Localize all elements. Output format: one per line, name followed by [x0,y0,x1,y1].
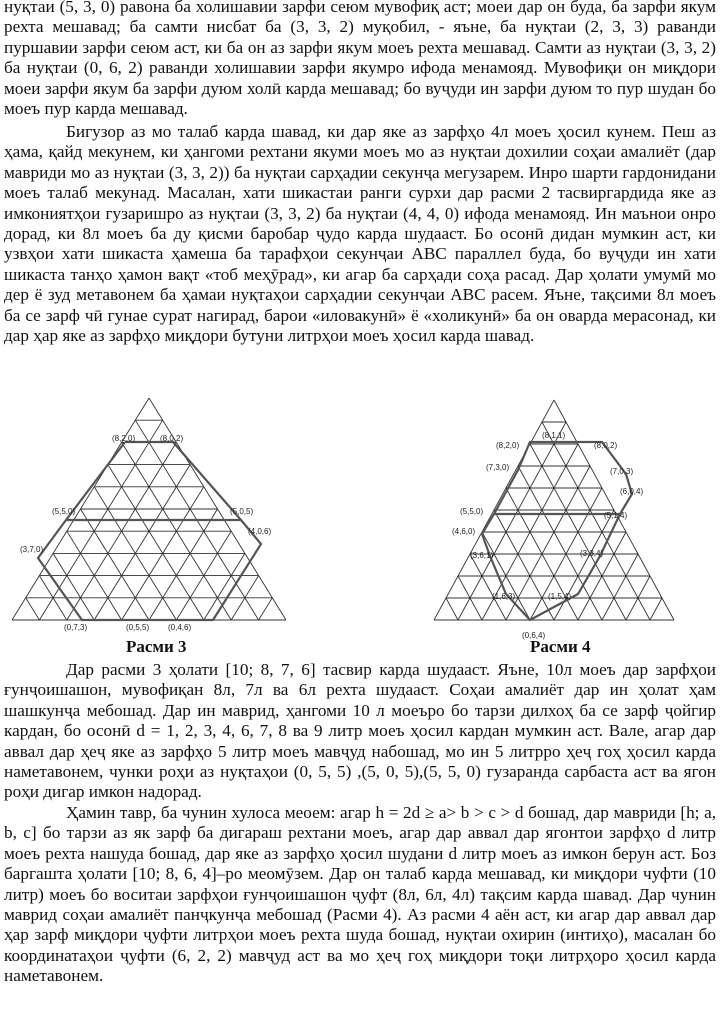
fig4-label: (8,2,0) [496,441,520,450]
figure-3-caption: Расми 3 [126,637,187,656]
figure-4-triangle-grid [430,394,702,644]
fig3-label: (8,2,0) [112,434,136,443]
fig3-label: (0,4,6) [168,623,192,632]
fig4-label: (6,0,4) [620,487,644,496]
fig3-label: (8,0,2) [160,434,184,443]
fig3-label: (0,5,5) [126,623,150,632]
grid-line [149,509,218,620]
paragraph-3: Дар расми 3 ҳолати [10; 8, 7, 6] тасвир карда шудааст. Яъне, 10л моеъ дар зарфҳои ғунҷоишашон, мувофиқан 8л, 7л ва 6л рехта шудааст. Соҳаи амалиёт дар ин ҳолат ҳам шашкунҷа мебошад. Дар ин маврид, ҳангоми 10 л моеъро бо тарзи дилхоҳ ба се зарф ҷойгир кардан, бо осонӣ d = 1, 2, 3, 4, 6, 7, 8 ва 9 литр моеъ ҳосил кардан мумкин аст. Вале, агар дар аввал дар ҳеҷ яке аз зарфҳо 5 литр моеъ мавҷуд набошад, мо ин 5 литрро ҳеҷ гоҳ ҳосил карда наметавонем, чунки роҳи аз нуқтаҳои (0, 5, 5) ,(5, 0, 5),(5, 5, 0) гузаранда сарбаста аст ва ягон роҳи дигар имкон надорад. [4,660,716,802]
grid-line [458,422,566,620]
fig4-label: (1,6,3) [492,592,516,601]
fig4-label: (3,6,1) [470,551,494,560]
figure-3-triangle-grid [8,394,294,634]
grid-line [542,422,650,620]
fig3-label: (5,5,0) [52,507,76,516]
fig4-label: (7,0,3) [610,467,634,476]
grid-line [108,465,204,620]
grid-line [204,553,245,620]
fig4-label: (0,6,4) [522,631,546,640]
fig4-label: (5,5,0) [460,507,484,516]
paragraph-1: нуқтаи (5, 3, 0) равона ба холишавии зарфи сеюм мувофиқ аст; моеи дар он буда, ба зарфи якум рехта мешавад; ба самти нисбат ба (3, 3, 2) муқобил, - яъне, ба нуқтаи (2, 3, 3) раванди пуршавии зарфи сеюм аст, ки ба он аз зарфи якум моеъ рехта мешавад. Самти аз нуқтаи (3, 3, 2) ба нуқтаи (0, 6, 2) раванди холишавии зарфи якумро ифода менамояд. Мувофиқи он миқдори моеи зарфи якум ба зарфи дуюм холӣ карда мешавад; бо вуҷуди ин зарфи дуюм то пур шудан бо моеъ пур карда мешавад. [4,0,716,119]
fig4-label: (4,6,0) [452,527,476,536]
fig3-label: (0,7,3) [64,623,88,632]
fig4-label: (8,0,2) [594,441,618,450]
fig4-label: (8,1,1) [542,431,566,440]
paragraph-4: Ҳамин тавр, ба чунин хулоса меоем: агар h = 2d ≥ a> b > c > d бошад, дар мавриди [h; a, b, c] бо тарзи аз як зарф ба дигараш рехтани моеъ, агар дар аввал дар ягонтои зарфҳо d литр моеъ рехта нашуда бошад, дар яке аз зарфҳо ҳосил шудани d литр моеъ аз имкон берун аст. Боз баргашта ҳолати [10; 8, 6, 4]–ро меомӯзем. Дар он талаб карда мешавад, ки миқдори чуфти (10 литр) моеъ бо воситаи зарфҳои ғунҷоишашон ҷуфт (8л, 6л, 4л) тақсим карда шавад. Дар чунин маврид соҳаи амалиёт панҷкунҷа мебошад (Расми 4). Аз расми 4 аён аст, ки агар дар аввал дар ҳар зарф миқдори ҷуфти литрҳои моеъ рехта шуда бошад, нуқтаи охирин (интиҳо), масалан бо координатаҳои ҷуфти (6, 2, 2) мавҷуд аст ва мо ҳеҷ гоҳ миқдори тоқи литрҳоро ҳосил карда наметавонем. [4,803,716,986]
fig4-label: (3,3,4) [580,549,604,558]
grid-line [554,510,614,620]
grid-line [259,598,273,620]
fig4-label: (1,5,4) [548,592,572,601]
grid-line [81,509,150,620]
fig4-label: (5,1,4) [604,511,628,520]
grid-line [650,598,662,620]
grid-line [470,554,506,620]
grid-line [602,554,638,620]
figure-4-caption: Расми 4 [530,637,591,656]
grid-line [446,598,458,620]
grid-line [26,598,40,620]
fig3-label: (3,7,0) [20,545,44,554]
grid-line [94,465,190,620]
fig3-label: (4,0,6) [248,527,272,536]
fig3-label: (5,0,5) [230,507,254,516]
fig4-label: (7,3,0) [486,463,510,472]
grid-line [494,510,554,620]
paragraph-2: Бигузор аз мо талаб карда шавад, ки дар яке аз зарфҳо 4л моеъ ҳосил кунем. Пеш аз ҳама, қайд мекунем, ки ҳангоми рехтани якуми моеъ мо аз нуқтаи дохилии соҳаи амалиёт (дар мавриди мо аз нуқтаи (3, 3, 2)) ба нуқтаи сарҳадии секунҷа мегузарем. Инро шарти гардонидани моеъ талаб мекунад. Масалан, хати шикастаи ранги сурхи дар расми 2 тасвиргардида яке аз имкониятҳои гузаришро аз нуқтаи (3, 3, 2) ба нуқтаи (4, 4, 0) ифода менамояд. Ин маънои онро дорад, ки 8л моеъ ба ду қисми баробар ҷудо карда шудааст. Бо осонӣ дидан мумкин аст, ки узвҳои хати шикаста ҳамеша ба тарафҳои секунҷаи ABC параллел буда, бо вуҷуди ин хати шикаста танҳо ҳамон вақт «тоб меҳӯрад», ки агар ба сарҳади соҳа расад. Дар ҳолати умумӣ мо дер ё зуд метавонем ба ҳамаи нуқтаҳои сарҳадии секунҷаи ABC расем. Яъне, тақсими 8л моеъ ба се зарф чӣ гунае сурат нагирад, барои «иловакунӣ» ё «холикунӣ» ба он оварда мерасонад, ки дар ҳар яке аз зарфҳо миқдори бутуни литрҳои моеъ ҳосил карда шавад. [4,122,716,346]
